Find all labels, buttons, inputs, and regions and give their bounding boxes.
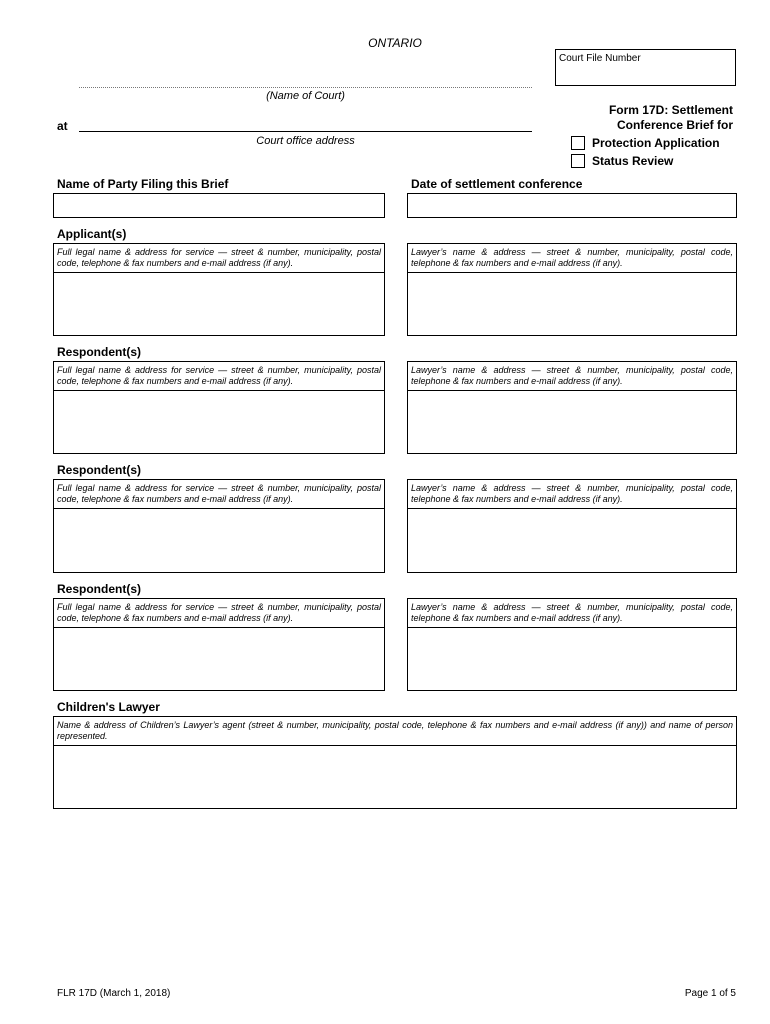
status-review-label: Status Review xyxy=(592,154,674,168)
option-protection-application[interactable] xyxy=(571,135,720,151)
province-heading: ONTARIO xyxy=(368,36,422,50)
respondent-3-address-box[interactable] xyxy=(53,598,385,691)
respondent-1-address-caption: Full legal name & address for service — street & number, municipality, postal code, telephone & fax numbers and e-mail address (if any). xyxy=(54,362,384,391)
form-title: Form 17D: Settlement Conference Brief for xyxy=(608,103,733,132)
respondent-3-lawyer-caption: Lawyer’s name & address — street & number, municipality, postal code, telephone & fax numbers and e-mail address (if any). xyxy=(408,599,736,628)
court-file-number-label: Court File Number xyxy=(559,53,641,64)
applicant-lawyer-caption: Lawyer’s name & address — street & number, municipality, postal code, telephone & fax numbers and e-mail address (if any). xyxy=(408,244,736,273)
respondent-2-section-title: Respondent(s) xyxy=(57,463,141,477)
name-of-court-field[interactable] xyxy=(79,87,532,88)
respondent-2-lawyer-box[interactable] xyxy=(407,479,737,573)
form-identifier: FLR 17D (March 1, 2018) xyxy=(57,988,171,999)
respondent-1-section-title: Respondent(s) xyxy=(57,345,141,359)
party-filing-input[interactable] xyxy=(53,193,385,218)
court-office-address-field[interactable] xyxy=(79,131,532,132)
respondent-2-address-box[interactable] xyxy=(53,479,385,573)
court-office-address-caption: Court office address xyxy=(256,135,355,147)
respondent-3-section-title: Respondent(s) xyxy=(57,582,141,596)
protection-application-label: Protection Application xyxy=(592,136,720,150)
respondent-3-address-caption: Full legal name & address for service — street & number, municipality, postal code, telephone & fax numbers and e-mail address (if any). xyxy=(54,599,384,628)
childrens-lawyer-box[interactable] xyxy=(53,716,737,809)
childrens-lawyer-title: Children's Lawyer xyxy=(57,700,160,714)
respondent-1-lawyer-box[interactable] xyxy=(407,361,737,454)
applicant-section-title: Applicant(s) xyxy=(57,227,127,241)
option-status-review[interactable] xyxy=(571,153,673,169)
applicant-address-box[interactable] xyxy=(53,243,385,336)
applicant-lawyer-box[interactable] xyxy=(407,243,737,336)
name-of-court-caption: (Name of Court) xyxy=(266,90,345,102)
respondent-1-lawyer-caption: Lawyer’s name & address — street & number, municipality, postal code, telephone & fax numbers and e-mail address (if any). xyxy=(408,362,736,391)
respondent-2-address-caption: Full legal name & address for service — street & number, municipality, postal code, telephone & fax numbers and e-mail address (if any). xyxy=(54,480,384,509)
party-filing-label: Name of Party Filing this Brief xyxy=(57,177,229,191)
respondent-2-lawyer-caption: Lawyer’s name & address — street & number, municipality, postal code, telephone & fax numbers and e-mail address (if any). xyxy=(408,480,736,509)
status-review-checkbox[interactable] xyxy=(571,154,585,168)
protection-application-checkbox[interactable] xyxy=(571,136,585,150)
applicant-address-caption: Full legal name & address for service — street & number, municipality, postal code, telephone & fax numbers and e-mail address (if any). xyxy=(54,244,384,273)
court-file-number-field[interactable] xyxy=(555,49,736,86)
respondent-1-address-box[interactable] xyxy=(53,361,385,454)
conference-date-input[interactable] xyxy=(407,193,737,218)
page-number: Page 1 of 5 xyxy=(684,988,736,999)
conference-date-label: Date of settlement conference xyxy=(411,177,583,191)
respondent-3-lawyer-box[interactable] xyxy=(407,598,737,691)
at-label: at xyxy=(57,119,68,133)
childrens-lawyer-caption: Name & address of Children’s Lawyer’s agent (street & number, municipality, postal code, telephone & fax numbers and e-mail address (if any)) and name of person represented. xyxy=(54,717,736,746)
